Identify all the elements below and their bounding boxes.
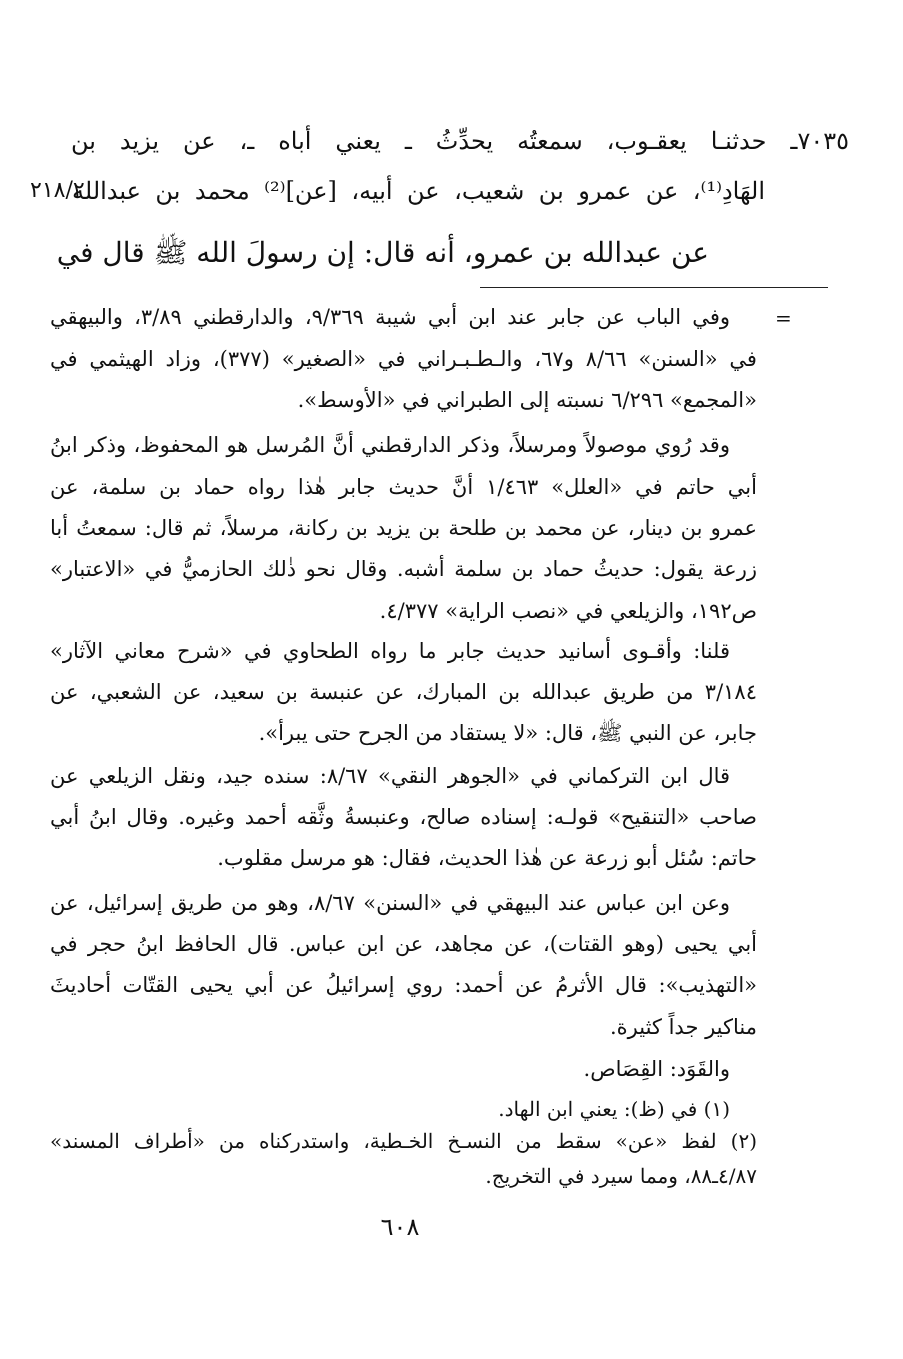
continuation-mark: =	[775, 306, 792, 330]
commentary-line: مناكير جداً كثيرة.	[609, 1015, 757, 1039]
hadith-line-2: الهَادِ⁽¹⁾، عن عمرو بن شعيب، عن أبيه، [عن]⁽²⁾ محمد بن عبدالله	[72, 177, 765, 205]
commentary-line: عمرو بن دينار، عن محمد بن طلحة بن يزيد بن ركانة، مرسلاً، ثم قال: سمعتُ أبا	[50, 516, 757, 540]
commentary-line: والقَوَد: القِصَاص.	[583, 1057, 730, 1081]
commentary-line: أبي حاتم في «العلل» ١/٤٦٣ أنَّ حديث جابر هٰذا رواه حماد بن سلمة، عن	[50, 475, 757, 499]
hadith-line-1: ٧٠٣٥ـ حدثنـا يعقـوب، سمعتُه يحدِّثُ ـ يعني أباه ـ، عن يزيد بن	[71, 127, 849, 155]
commentary-line: «التهذيب»: قال الأثرمُ عن أحمد: روي إسرائيلُ عن أبي يحيى القتّات أحاديثَ	[50, 973, 757, 997]
commentary-line: «المجمع» ٦/٢٩٦ نسبته إلى الطبراني في «الأوسط».	[297, 388, 757, 412]
commentary-line: زرعة يقول: حديثُ حماد بن سلمة أشبه. وقال نحو ذٰلك الحازميُّ في «الاعتبار»	[50, 557, 757, 581]
hadith-line-3: عن عبدالله بن عمرو، أنه قال: إن رسولَ الله ﷺ قال في	[56, 236, 709, 269]
footnote-2: (٢) لفظ «عن» سقط من النسـخ الخـطية، واستدركناه من «أطراف المسند»	[50, 1129, 757, 1153]
footnote-2-continued: ٤/٨٧ـ٨٨، ومما سيرد في التخريج.	[485, 1164, 757, 1188]
commentary-line: قال ابن التركماني في «الجوهر النقي» ٨/٦٧: سنده جيد، ونقل الزيلعي عن	[50, 764, 731, 788]
commentary-line: وقد رُوي موصولاً ومرسلاً، وذكر الدارقطني أنَّ المُرسل هو المحفوظ، وذكر ابنُ	[50, 433, 730, 457]
commentary-separator	[480, 287, 828, 288]
commentary-line: جابر، عن النبي ﷺ، قال: «لا يستقاد من الجرح حتى يبرأ».	[258, 721, 757, 745]
commentary-line: في «السنن» ٨/٦٦ و٦٧، والـطـبـراني في «الصغير» (٣٧٧)، وزاد الهيثمي في	[50, 347, 757, 371]
commentary-line: ص١٩٢، والزيلعي في «نصب الراية» ٤/٣٧٧.	[379, 599, 757, 623]
page-number: ٦٠٨	[380, 1213, 420, 1241]
commentary-line: قلنا: وأقـوى أسانيد حديث جابر ما رواه الطحاوي في «شرح معاني الآثار»	[50, 639, 730, 663]
commentary-line: وعن ابن عباس عند البيهقي في «السنن» ٨/٦٧، وهو من طريق إسرائيل، عن	[50, 891, 730, 915]
commentary-line: أبي يحيى (وهو القتات)، عن مجاهد، عن ابن عباس. قال الحافظ ابنُ حجر في	[50, 932, 757, 956]
margin-volume-page-ref: ٢١٨/٢	[30, 178, 85, 203]
commentary-line: صاحب «التنقيح» قولـه: إسناده صالح، وعنبسةُ وثَّقه أحمد وغيره. وقال ابنُ أبي	[50, 805, 757, 829]
footnote-1: (١) في (ظ): يعني ابن الهاد.	[498, 1097, 730, 1121]
commentary-line: حاتم: سُئل أبو زرعة عن هٰذا الحديث، فقال: هو مرسل مقلوب.	[217, 846, 757, 870]
commentary-line: وفي الباب عن جابر عند ابن أبي شيبة ٩/٣٦٩، والدارقطني ٣/٨٩، والبيهقي	[50, 305, 730, 329]
commentary-line: ٣/١٨٤ من طريق عبدالله بن المبارك، عن عنبسة بن سعيد، عن الشعبي، عن	[50, 680, 757, 704]
